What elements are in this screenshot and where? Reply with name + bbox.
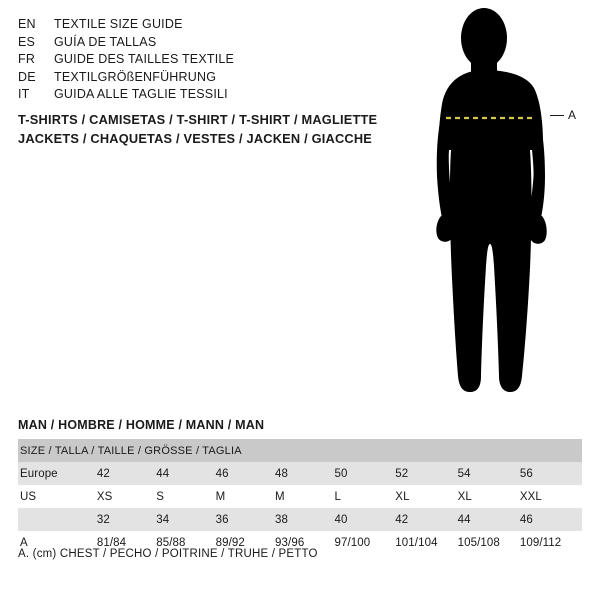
- cell-numeric-1: 34: [156, 508, 215, 531]
- cell-europe-4: 50: [334, 462, 395, 485]
- cell-us-7: XXL: [520, 485, 582, 508]
- cell-a-2: 89/92: [216, 531, 275, 554]
- table-footnote: A. (cm) CHEST / PECHO / POITRINE / TRUHE / PETTO: [18, 548, 318, 560]
- cell-europe-1: 44: [156, 462, 215, 485]
- cell-numeric-2: 36: [216, 508, 275, 531]
- table-row: [18, 485, 582, 508]
- silhouette-icon: [400, 8, 590, 403]
- table-header-label: SIZE / TALLA / TAILLE / GRÖSSE / TAGLIA: [18, 439, 582, 462]
- table-row: [18, 462, 582, 485]
- table-row: [18, 508, 582, 531]
- language-text-de: TEXTILGRÖßENFÜHRUNG: [54, 69, 217, 84]
- language-list: [18, 16, 348, 104]
- language-row-en: [18, 16, 348, 34]
- table-title: MAN / HOMBRE / HOMME / MANN / MAN: [18, 418, 265, 432]
- category-jackets: JACKETS / CHAQUETAS / VESTES / JACKEN / GIACCHE: [18, 131, 373, 146]
- cell-europe-7: 56: [520, 462, 582, 485]
- language-code-it: IT: [18, 87, 30, 101]
- language-code-fr: FR: [18, 52, 36, 66]
- language-row-fr: [18, 51, 348, 69]
- language-row-it: [18, 86, 348, 104]
- category-headings: [18, 110, 378, 148]
- language-text-it: GUIDA ALLE TAGLIE TESSILI: [54, 87, 228, 101]
- cell-numeric-5: 42: [395, 508, 457, 531]
- language-text-es: GUÍA DE TALLAS: [54, 34, 157, 49]
- language-code-es: ES: [18, 34, 36, 49]
- cell-us-2: M: [216, 485, 275, 508]
- language-row-es: [18, 34, 348, 52]
- table-header-row: [18, 439, 582, 462]
- cell-us-6: XL: [458, 485, 520, 508]
- measurement-label-a: [550, 108, 576, 122]
- language-code-en: EN: [18, 17, 36, 31]
- cell-europe-3: 48: [275, 462, 334, 485]
- leader-dash-icon: [550, 115, 564, 116]
- cell-europe-6: 54: [458, 462, 520, 485]
- cell-us-4: L: [334, 485, 395, 508]
- cell-us-0: XS: [97, 485, 156, 508]
- cell-a-4: 97/100: [334, 531, 395, 554]
- cell-us-5: XL: [395, 485, 457, 508]
- cell-numeric-4: 40: [334, 508, 395, 531]
- cell-numeric-3: 38: [275, 508, 334, 531]
- cell-numeric-0: 32: [97, 508, 156, 531]
- row-label-a: A: [18, 531, 97, 554]
- cell-a-5: 101/104: [395, 531, 457, 554]
- cell-a-7: 109/112: [520, 531, 582, 554]
- measurement-letter: A: [568, 108, 577, 122]
- cell-europe-2: 46: [216, 462, 275, 485]
- cell-numeric-6: 44: [458, 508, 520, 531]
- category-tshirts: T-SHIRTS / CAMISETAS / T-SHIRT / T-SHIRT / MAGLIETTE: [18, 112, 378, 127]
- cell-a-6: 105/108: [458, 531, 520, 554]
- cell-us-1: S: [156, 485, 215, 508]
- language-text-en: TEXTILE SIZE GUIDE: [54, 17, 183, 31]
- cell-us-3: M: [275, 485, 334, 508]
- male-silhouette-figure: [400, 8, 590, 403]
- row-label-europe: Europe: [18, 462, 97, 485]
- cell-a-3: 93/96: [275, 531, 334, 554]
- row-label-us: US: [18, 485, 97, 508]
- cell-europe-5: 52: [395, 462, 457, 485]
- language-code-de: DE: [18, 69, 36, 84]
- cell-numeric-7: 46: [520, 508, 582, 531]
- cell-a-1: 85/88: [156, 531, 215, 554]
- language-text-fr: GUIDE DES TAILLES TEXTILE: [54, 52, 235, 66]
- language-row-de: [18, 69, 348, 87]
- size-table: [18, 439, 582, 554]
- cell-europe-0: 42: [97, 462, 156, 485]
- size-table-section: [18, 418, 582, 554]
- row-label-numeric: [18, 508, 97, 531]
- cell-a-0: 81/84: [97, 531, 156, 554]
